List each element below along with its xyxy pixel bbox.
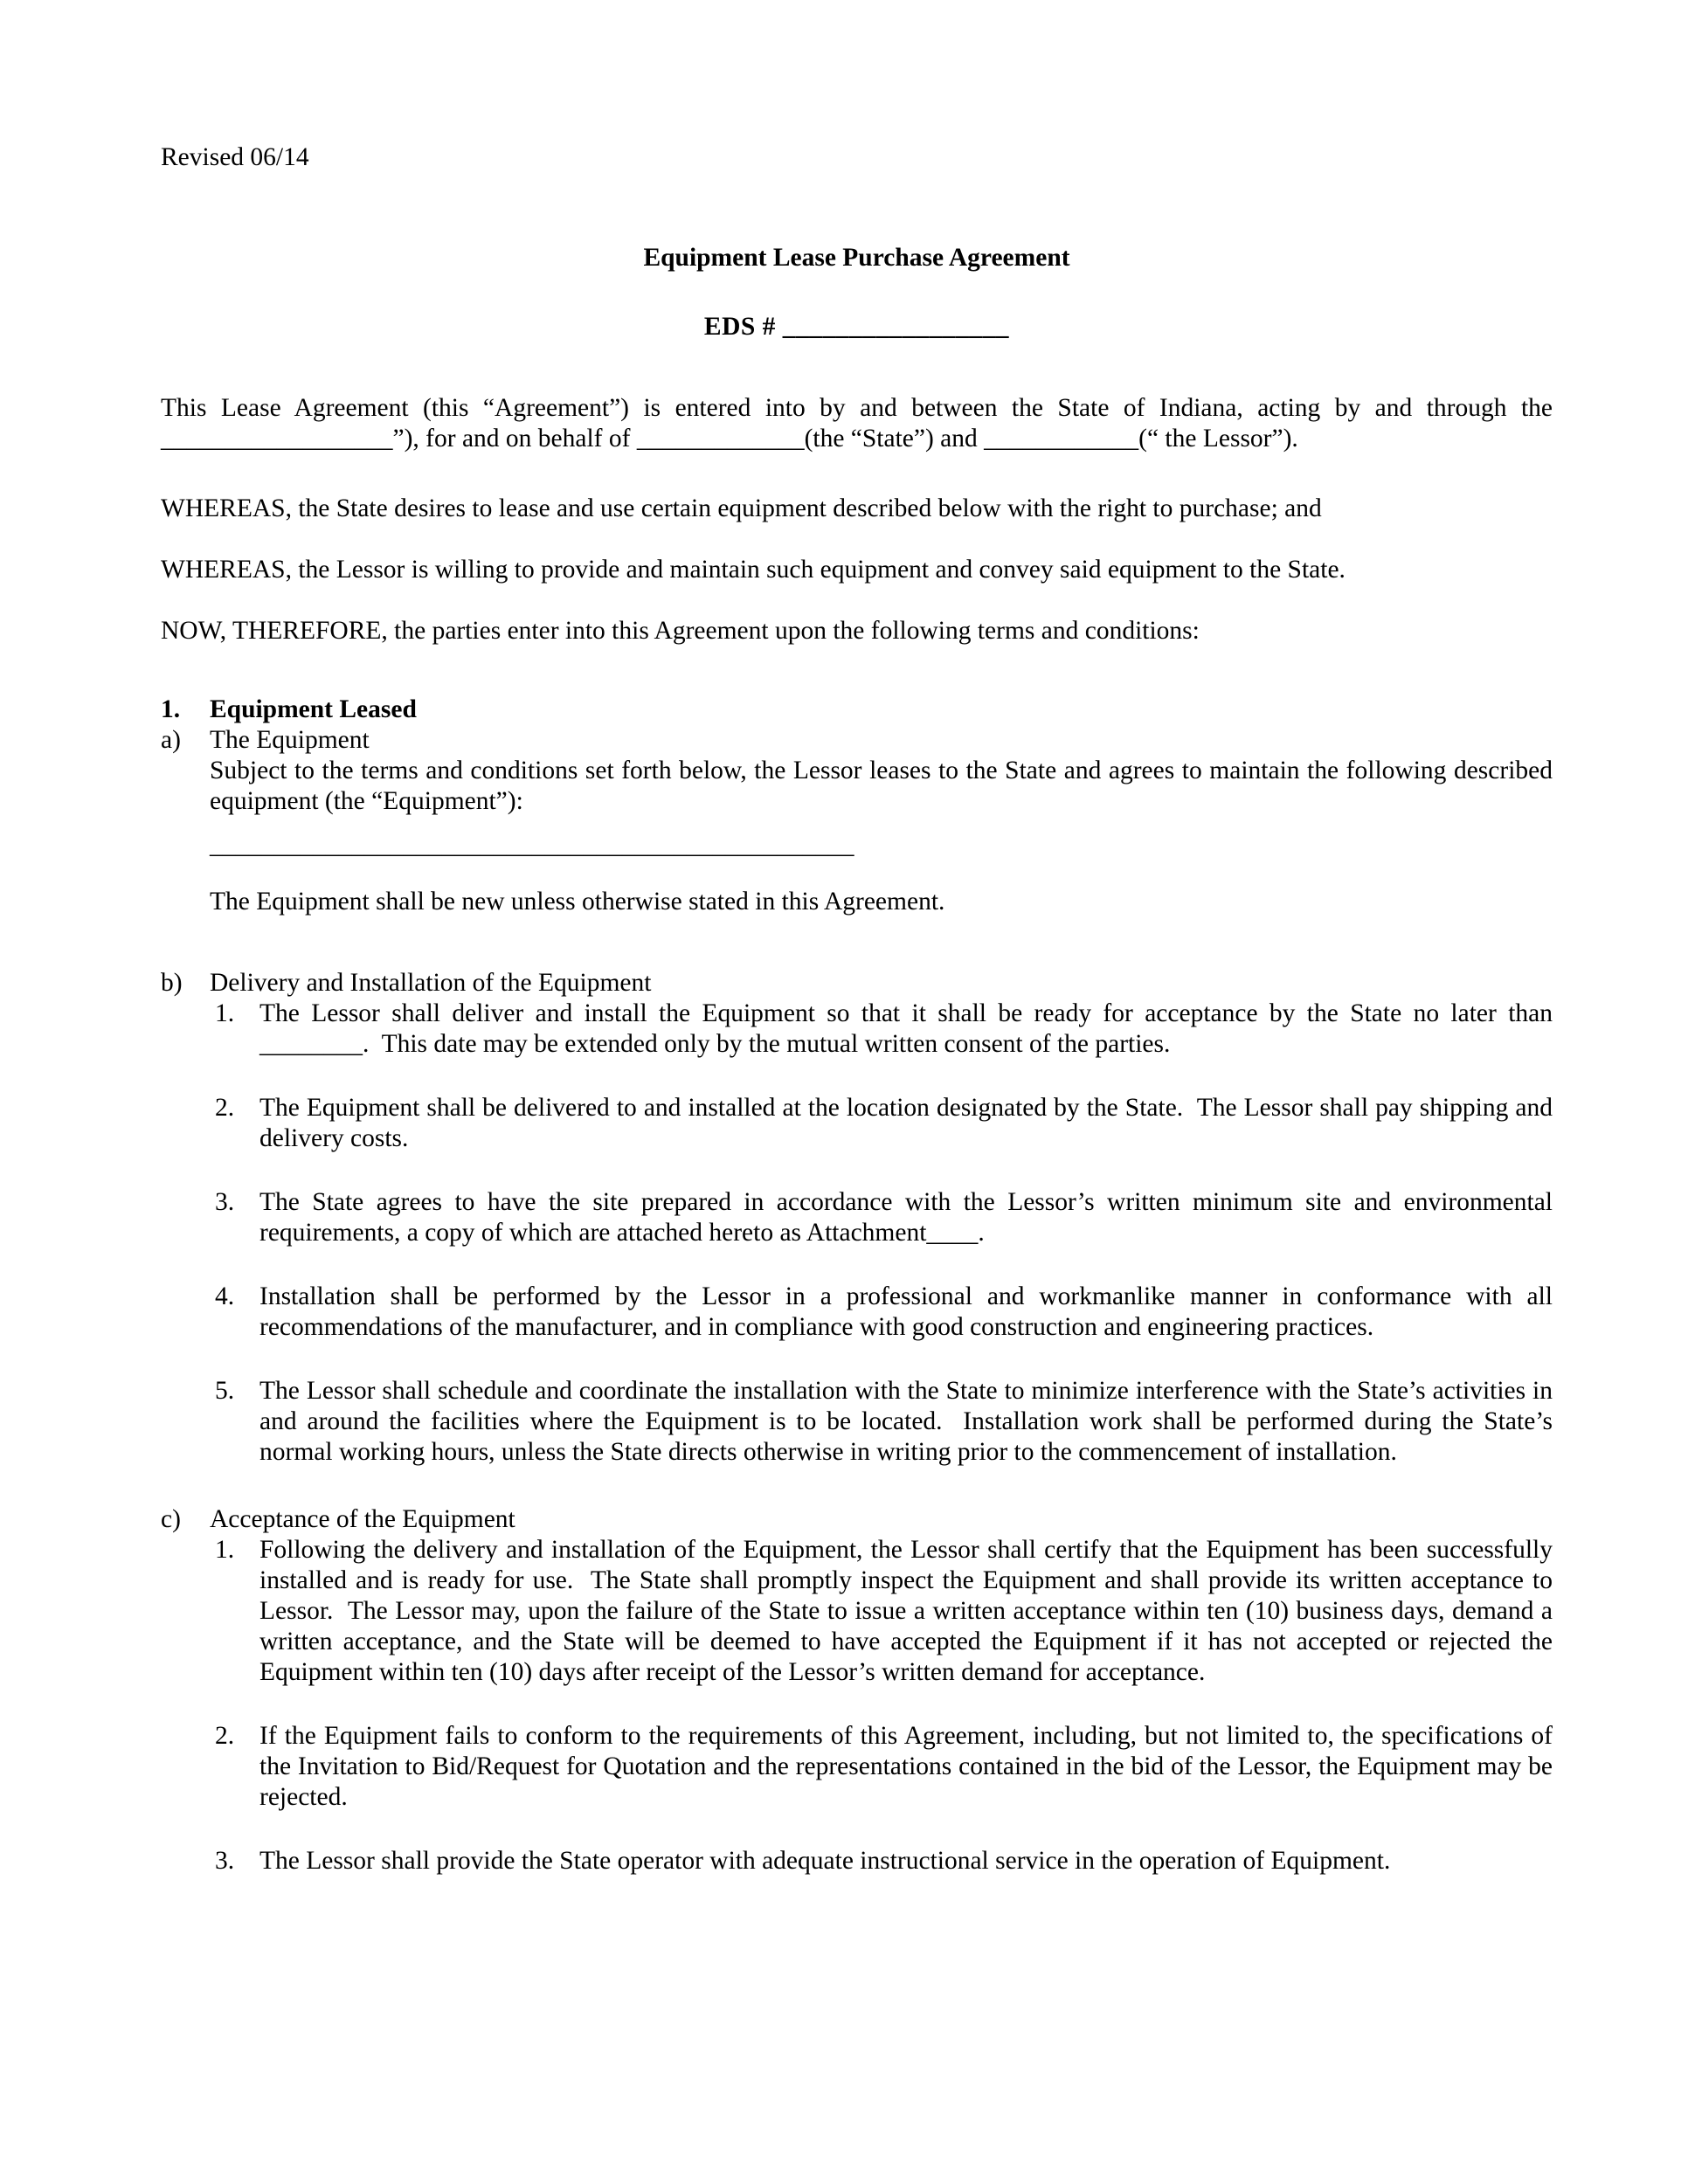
item-number: 2. xyxy=(215,1722,235,1750)
subsection-c-heading: Acceptance of the Equipment xyxy=(210,1505,515,1533)
now-therefore-paragraph: NOW, THEREFORE, the parties enter into this Agreement upon the following terms and conditions: xyxy=(161,617,1200,645)
item-text: The State agrees to have the site prepared in accordance with the Lessor’s written minimum site and environmental requirements, a copy of which are attached hereto as Attachment____. xyxy=(259,1188,1560,1247)
subsection-c xyxy=(161,1504,1560,1876)
section-1-heading-row xyxy=(161,695,1553,725)
list-item xyxy=(215,1535,1560,1688)
subsection-b-label: b) xyxy=(161,969,183,997)
whereas-state-paragraph: WHEREAS, the State desires to lease and use certain equipment described below with the right to purchase; and xyxy=(161,494,1322,522)
subsection-b xyxy=(161,968,1560,1468)
revision-note: Revised 06/14 xyxy=(161,143,309,171)
list-item xyxy=(215,1187,1560,1248)
subsection-b-heading: Delivery and Installation of the Equipment xyxy=(210,969,652,997)
whereas-lessor-paragraph: WHEREAS, the Lessor is willing to provide and maintain such equipment and convey said equipment to the State. xyxy=(161,556,1346,584)
subsection-a-note: The Equipment shall be new unless otherwise stated in this Agreement. xyxy=(210,888,945,916)
item-number: 3. xyxy=(215,1847,235,1875)
item-number: 5. xyxy=(215,1377,235,1405)
subsection-b-body xyxy=(210,968,1560,1468)
subsection-a-heading: The Equipment xyxy=(210,726,370,754)
subsection-c-body xyxy=(210,1504,1560,1876)
opening-paragraph: This Lease Agreement (this “Agreement”) is entered into by and between the State of Indiana, acting by and through the __________________”), for and on behalf of _____________(the “State”) and ____________(“ the Lessor”). xyxy=(161,394,1560,453)
subsection-c-label: c) xyxy=(161,1505,181,1533)
item-number: 3. xyxy=(215,1188,235,1216)
item-text: The Lessor shall provide the State operator with adequate instructional service in the operation of Equipment. xyxy=(259,1847,1391,1875)
list-item xyxy=(215,1093,1560,1154)
item-text: Following the delivery and installation of the Equipment, the Lessor shall certify that the Equipment has been successfully installed and is ready for use. The State shall promptly inspect the Equipment and shall provide its written acceptance to Lessor. The Lessor may, upon the failure of the State to issue a written acceptance within ten (10) business days, demand a written acceptance, and the State will be deemed to have accepted the Equipment if it has not accepted or rejected the Equipment within ten (10) days after receipt of the Lessor’s written demand for acceptance. xyxy=(259,1536,1560,1686)
document-title: Equipment Lease Purchase Agreement xyxy=(643,244,1070,272)
item-number: 4. xyxy=(215,1282,235,1310)
item-text: Installation shall be performed by the Lessor in a professional and workmanlike manner in conformance with all recommendations of the manufacturer, and in compliance with good construction and engineering practices. xyxy=(259,1282,1560,1341)
item-text: The Equipment shall be delivered to and installed at the location designated by the State. The Lessor shall pay shipping and delivery costs. xyxy=(259,1094,1560,1152)
list-item xyxy=(215,999,1560,1060)
equipment-description-blank: __________________________________________________ xyxy=(210,831,854,859)
item-number: 1. xyxy=(215,999,235,1027)
list-item xyxy=(215,1721,1560,1813)
subsection-a-body xyxy=(210,725,1560,917)
section-1-number: 1. xyxy=(161,695,181,723)
eds-number-line: EDS # _________________ xyxy=(703,313,1010,341)
list-item xyxy=(215,1376,1560,1468)
list-item xyxy=(215,1282,1560,1343)
subsection-a-paragraph: Subject to the terms and conditions set forth below, the Lessor leases to the State and agrees to maintain the following described equipment (the “Equipment”): xyxy=(210,757,1560,815)
item-text: The Lessor shall deliver and install the Equipment so that it shall be ready for acceptance by the State no later than ________. This date may be extended only by the mutual written consent of the parties. xyxy=(259,999,1560,1058)
item-text: If the Equipment fails to conform to the requirements of this Agreement, including, but not limited to, the specifications of the Invitation to Bid/Request for Quotation and the representations contained in the bid of the Lessor, the Equipment may be rejected. xyxy=(259,1722,1560,1811)
item-text: The Lessor shall schedule and coordinate the installation with the State to minimize interference with the State’s activities in and around the facilities where the Equipment is to be located. Installation work shall be performed during the State’s normal working hours, unless the State directs otherwise in writing prior to the commencement of installation. xyxy=(259,1377,1560,1466)
item-number: 2. xyxy=(215,1094,235,1122)
subsection-a xyxy=(161,725,1560,917)
item-number: 1. xyxy=(215,1536,235,1564)
subsection-a-label: a) xyxy=(161,726,181,754)
document-body xyxy=(161,142,1560,1876)
section-1-heading: Equipment Leased xyxy=(210,695,417,723)
list-item xyxy=(215,1846,1553,1876)
